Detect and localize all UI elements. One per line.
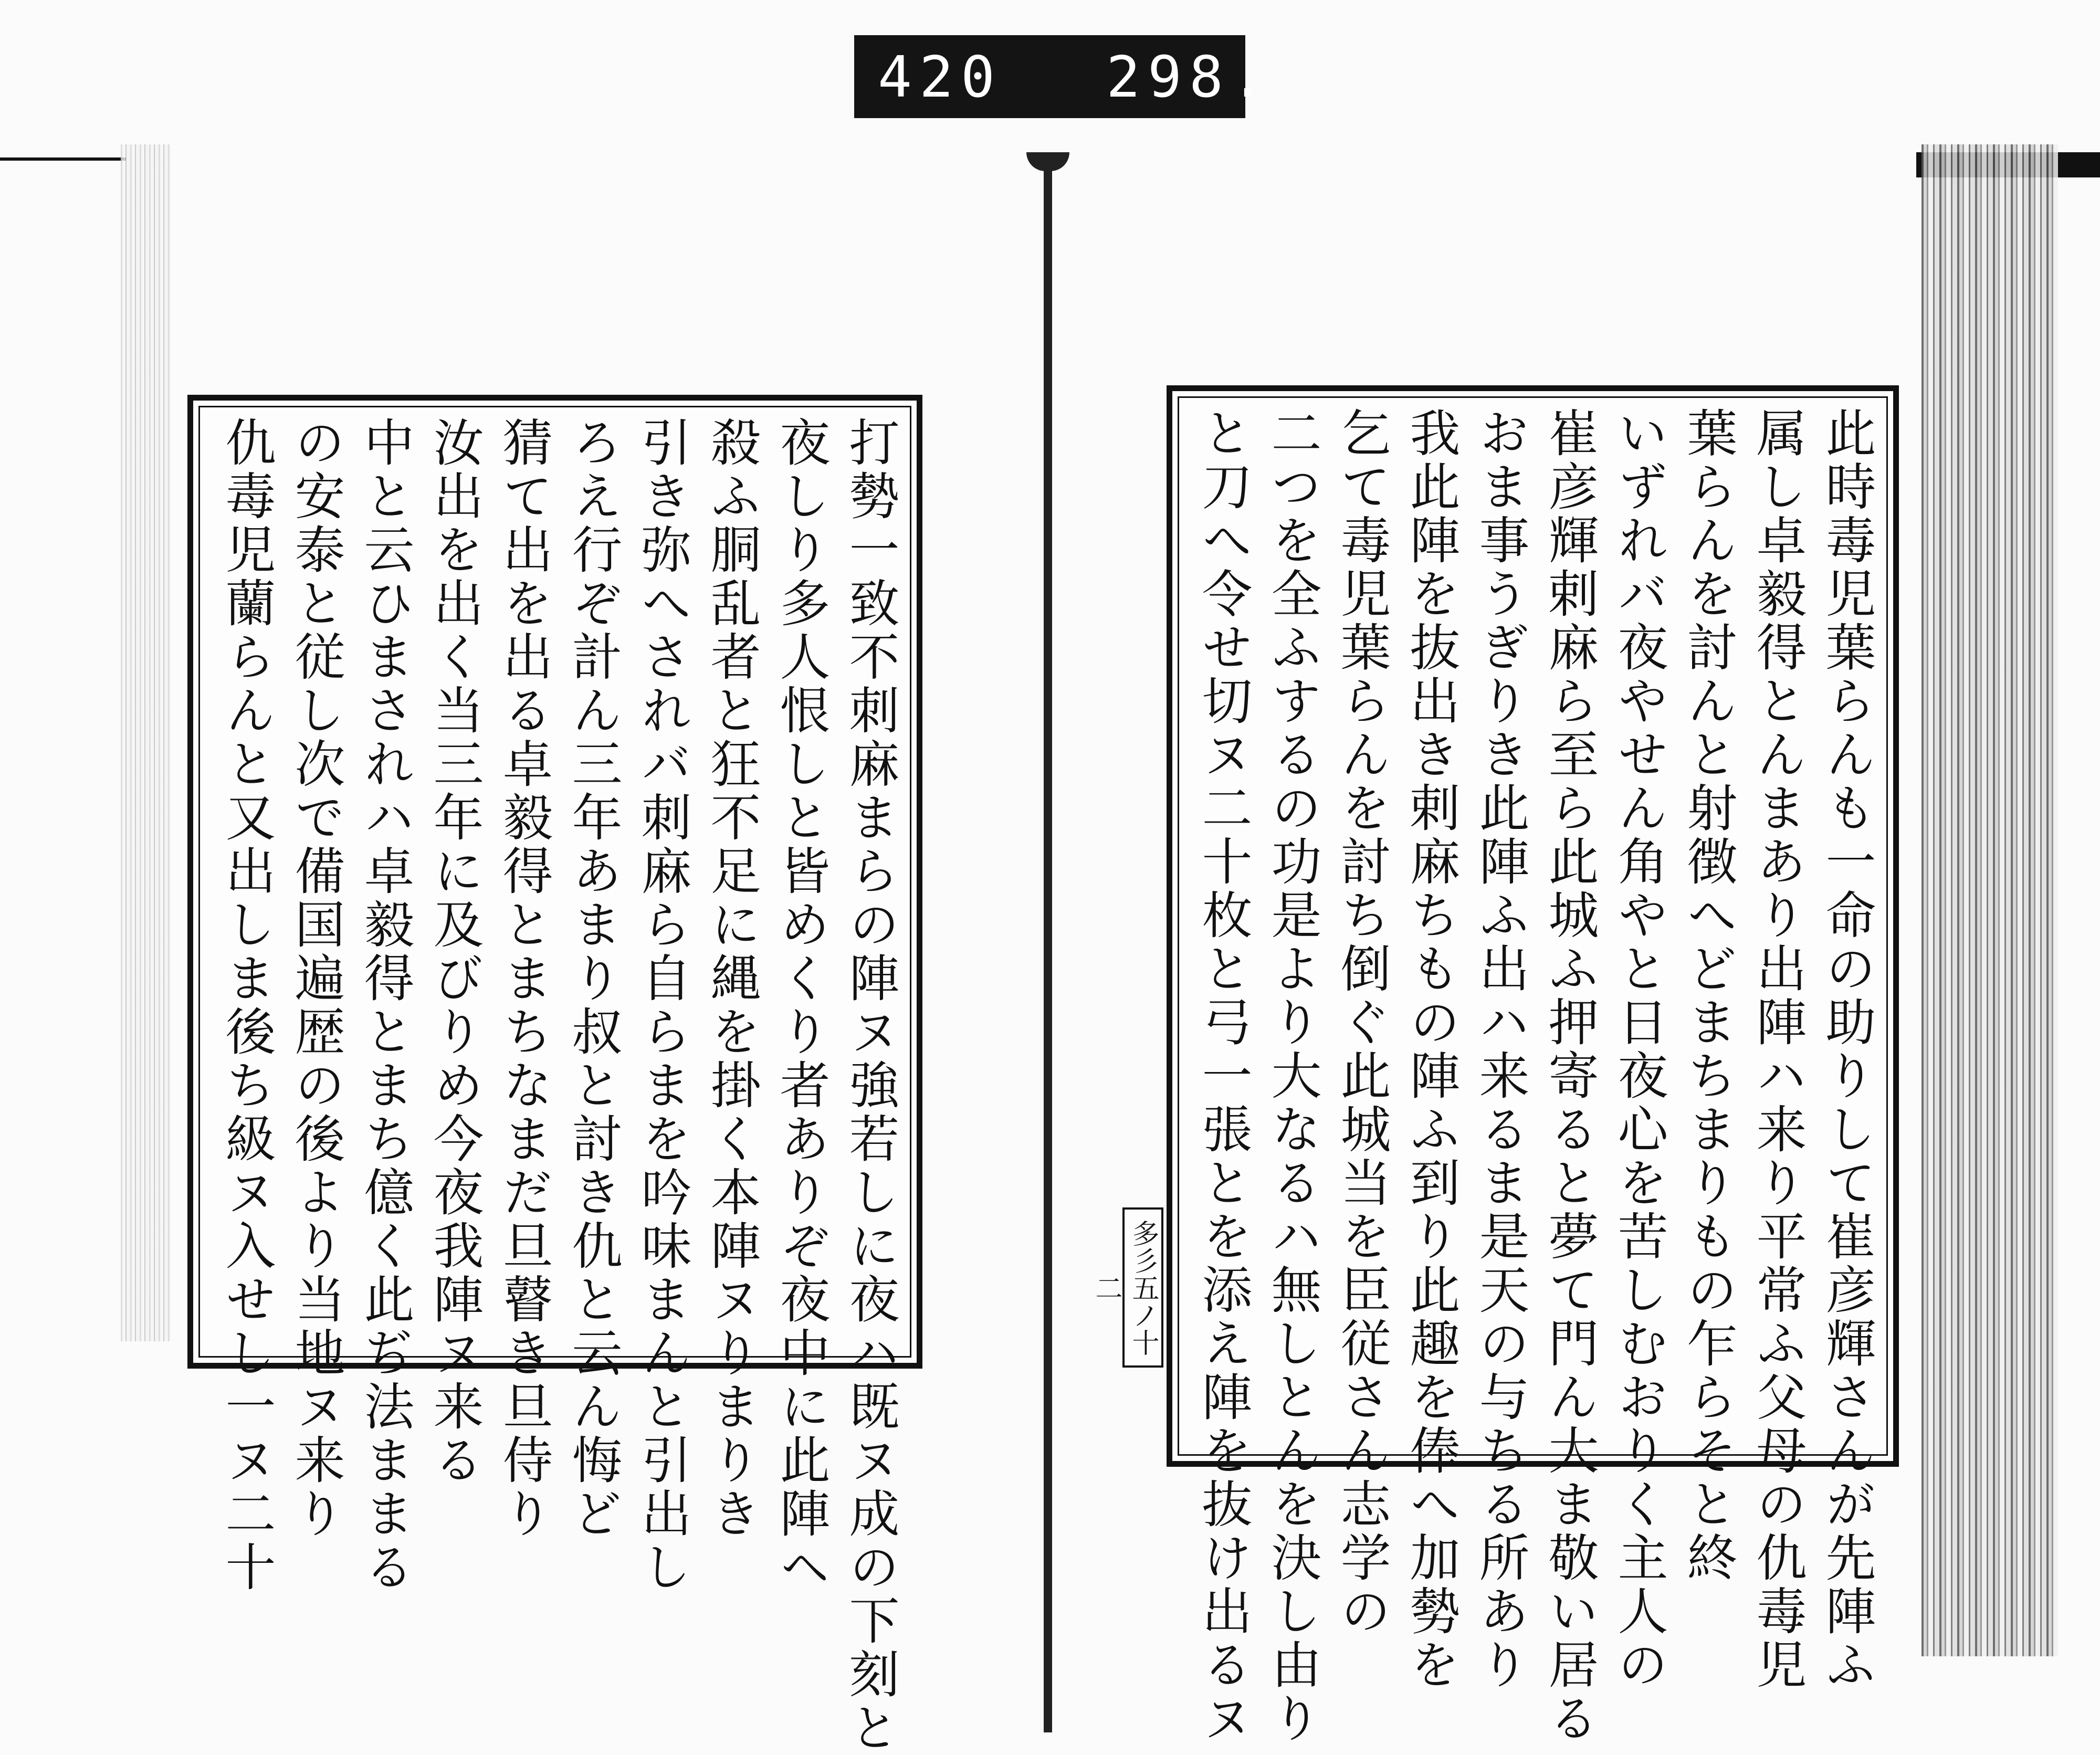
- left-page-text-block: [187, 395, 922, 1755]
- right-column-2: 属し卓毅得とんまあり出陣ハ来り平常ふ父母の仇毒児: [1748, 407, 1807, 1692]
- right-page-text-block: [1167, 385, 1899, 1746]
- right-column-1: 此時毒児葉らんも一命の助りして崔彦輝さんが先陣ふ: [1818, 407, 1876, 1692]
- left-column-6: 猜て出を出る卓毅得とまちなまだ旦瞽き旦侍り: [495, 416, 553, 1541]
- right-column-3: 葉らんを討んと射徴へどまちまりもの乍らそと終: [1679, 407, 1738, 1585]
- left-column-4: 引き弥へされバ刺麻ら自らまを吟味まんと引出し: [633, 416, 692, 1594]
- left-page-edges: [121, 144, 171, 1341]
- right-column-7: 我此陣を抜出き剌麻ちもの陣ふ到り此趣を俸へ加勢を: [1402, 407, 1461, 1692]
- left-column-9: の安泰と従し次で備国遍歴の後より当地ヌ来り: [287, 416, 345, 1541]
- counter-right-number: 298.: [1106, 45, 1273, 110]
- page-counter-label: [854, 35, 1273, 118]
- right-column-10: と刀へ令せ切ヌ二十枚と弓一張とを添え陣を抜け出るヌ: [1194, 407, 1253, 1746]
- right-page-edges: [1922, 144, 2058, 1656]
- left-column-3: 殺ふ胴乱者と狂不足に縄を掛く本陣ヌりまりき: [702, 416, 761, 1541]
- left-column-2: 夜しり多人恨しと皆めくり者ありぞ夜中に此陣ヘ: [772, 416, 831, 1594]
- left-column-8: 中と云ひまされハ卓毅得とまち億く此ぢ法ままる: [356, 416, 415, 1594]
- right-column-8: 乞て毒児葉らんを討ち倒ぐ此城当を臣従さん志学の: [1332, 407, 1391, 1638]
- book-spine: [1044, 157, 1052, 1732]
- right-column-9: 二つを全ふするの功是より大なるハ無しとんを決し由り: [1263, 407, 1322, 1746]
- right-column-4: いずれバ夜やせん角やと日夜心を苦しむおりく主人の: [1610, 407, 1668, 1692]
- folio-label: 多彡五ノ十二: [1122, 1207, 1163, 1368]
- counter-left-number: 420: [878, 45, 1003, 110]
- right-column-5: 崔彦輝剌麻ら至ら此城ふ押寄ると夢て門ん大ま敬い居る: [1540, 407, 1599, 1746]
- left-column-10: 仇毒児蘭らんと又出しま後ち級ヌ入せし一ヌ二十: [217, 416, 276, 1594]
- left-column-7: 汝出を出く当三年に及びりめ今夜我陣ヌ来る: [425, 416, 484, 1487]
- left-cover-edge: [0, 157, 126, 161]
- right-column-6: おま事うぎりき此陣ふ出ハ来るま是天の与ちる所あり: [1471, 407, 1530, 1692]
- left-column-1: 打勢一致不刺麻まらの陣ヌ強若しに夜ハ既ヌ成の下刻と: [841, 416, 900, 1755]
- left-column-5: ろえ行ぞ計ん三年あまり叔と討き仇と云ん悔ど: [564, 416, 623, 1541]
